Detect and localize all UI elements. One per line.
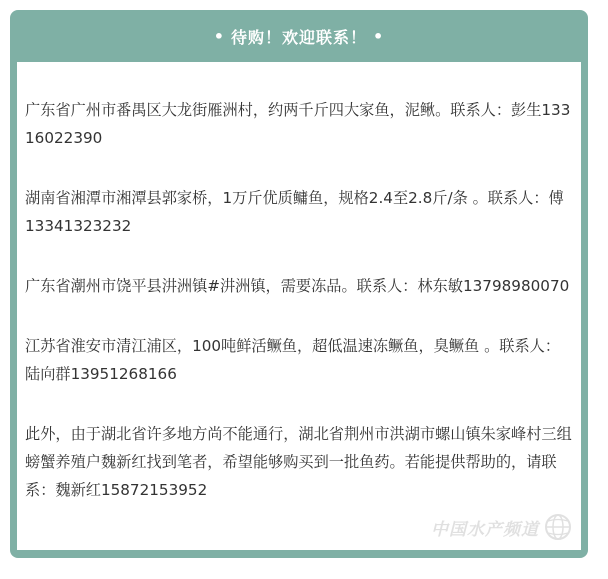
info-card [10, 10, 588, 558]
card-body [17, 62, 581, 550]
header-dot-left: • [213, 26, 225, 46]
purchase-entry-xiangtan: 湖南省湘潭市湘潭县郭家桥，1万斤优质鳙鱼，规格2.4至2.8斤/条 。联系人：傅13341323232 [25, 189, 564, 235]
purchase-entry-huaian: 江苏省淮安市清江浦区，100吨鲜活鳜鱼，超低温速冻鳜鱼，臭鳜鱼 。联系人：陆向群13951268166 [25, 337, 561, 383]
purchase-entry-chaozhou: 广东省潮州市饶平县汫洲镇#汫洲镇，需要冻品。联系人：林东敏13798980070 [25, 277, 570, 295]
header-title: 待购！欢迎联系！ [230, 27, 367, 47]
watermark [431, 512, 573, 542]
purchase-entry-guangzhou: 广东省广州市番禺区大龙街雁洲村，约两千斤四大家鱼，泥鳅。联系人：彭生13316022390 [25, 101, 571, 147]
watermark-text: 中国水产频道 [431, 519, 539, 540]
header-dot-right: • [373, 26, 385, 46]
card-header [17, 10, 581, 62]
globe-icon [543, 512, 573, 542]
purchase-entry-hubei: 此外，由于湖北省许多地方尚不能通行，湖北省荆州市洪湖市螺山镇朱家峰村三组螃蟹养殖户魏新红找到笔者，希望能够购买到一批鱼药。若能提供帮助的，请联系：魏新红15872153952 [25, 425, 572, 499]
